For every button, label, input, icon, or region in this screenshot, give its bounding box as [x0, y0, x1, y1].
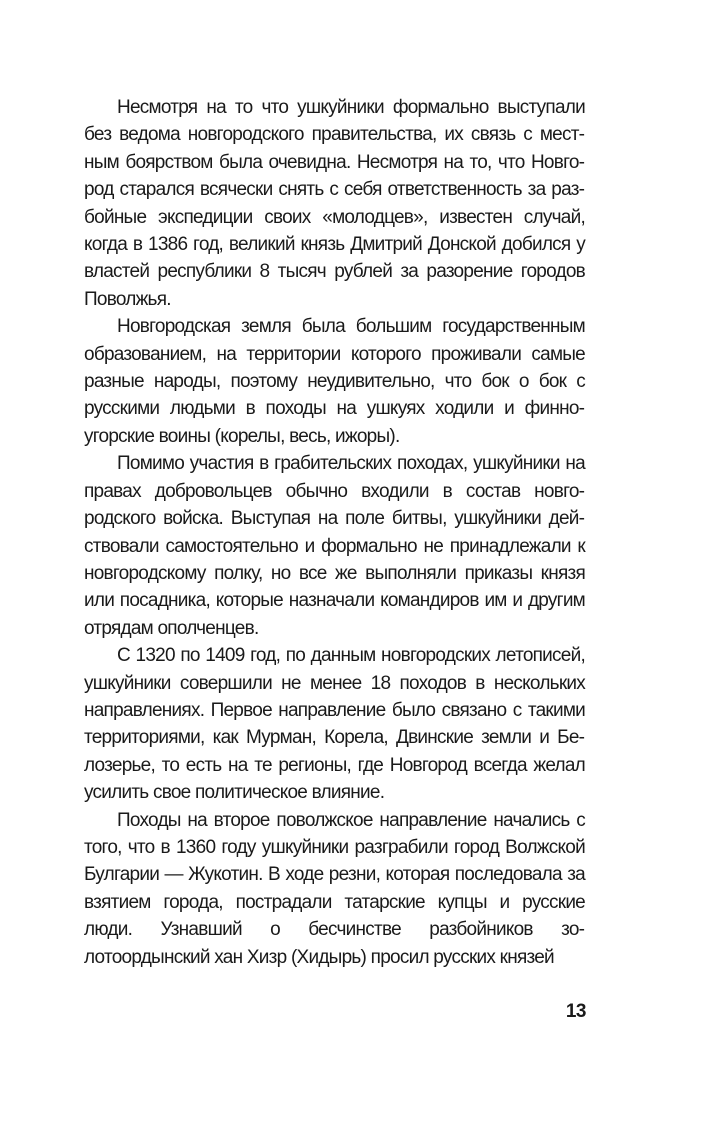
page-number: 13 [565, 1001, 586, 1022]
paragraph: С 1320 по 1409 год, по данным новгородских летописей, ушкуйники совершили не менее 18 походов в нескольких направлениях. Первое направление было связано с такими территориями, как Мурман, Корела, Двинские земли и Белозерье, то есть на те регионы, где Новгород всегда желал усилить свое политическое влияние. [84, 645, 585, 804]
body-text [84, 94, 585, 971]
paragraph: Новгородская земля была большим государственным образованием, на территории которого проживали самые разные народы, поэтому неудивительно, что бок о бок с русскими людьми в походы на ушкуях ходили и финноугорские воины (корелы, весь, ижоры). [84, 316, 585, 447]
paragraph: Несмотря на то что ушкуйники формально выступали без ведома новгородского правительства, их связь с местным боярством была очевидна. Несмотря на то, что Новгород старался всячески снять с себя ответственность за разбойные экспедиции своих «молодцев», известен случай, когда в 1386 год, великий князь Дмитрий Донской добился у властей республики 8 тысяч рублей за разорение городов Поволжья. [84, 97, 585, 310]
paragraph: Походы на второе поволжское направление начались с того, что в 1360 году ушкуйники разграбили город Волжской Булгарии — Жукотин. В ходе резни, которая последовала за взятием города, пострадали татарские купцы и русские люди. Узнавший о бесчинстве разбойников золотоордынский хан Хизр (Хидырь) просил русских князей [84, 809, 585, 968]
paragraph: Помимо участия в грабительских походах, ушкуйники на правах добровольцев обычно входили в состав новгородского войска. Выступая на поле битвы, ушкуйники действовали самостоятельно и формально не принадлежали к новгородскому полку, но все же выполняли приказы князя или посадника, которые назначали командиров им и другим отрядам ополченцев. [84, 453, 585, 639]
